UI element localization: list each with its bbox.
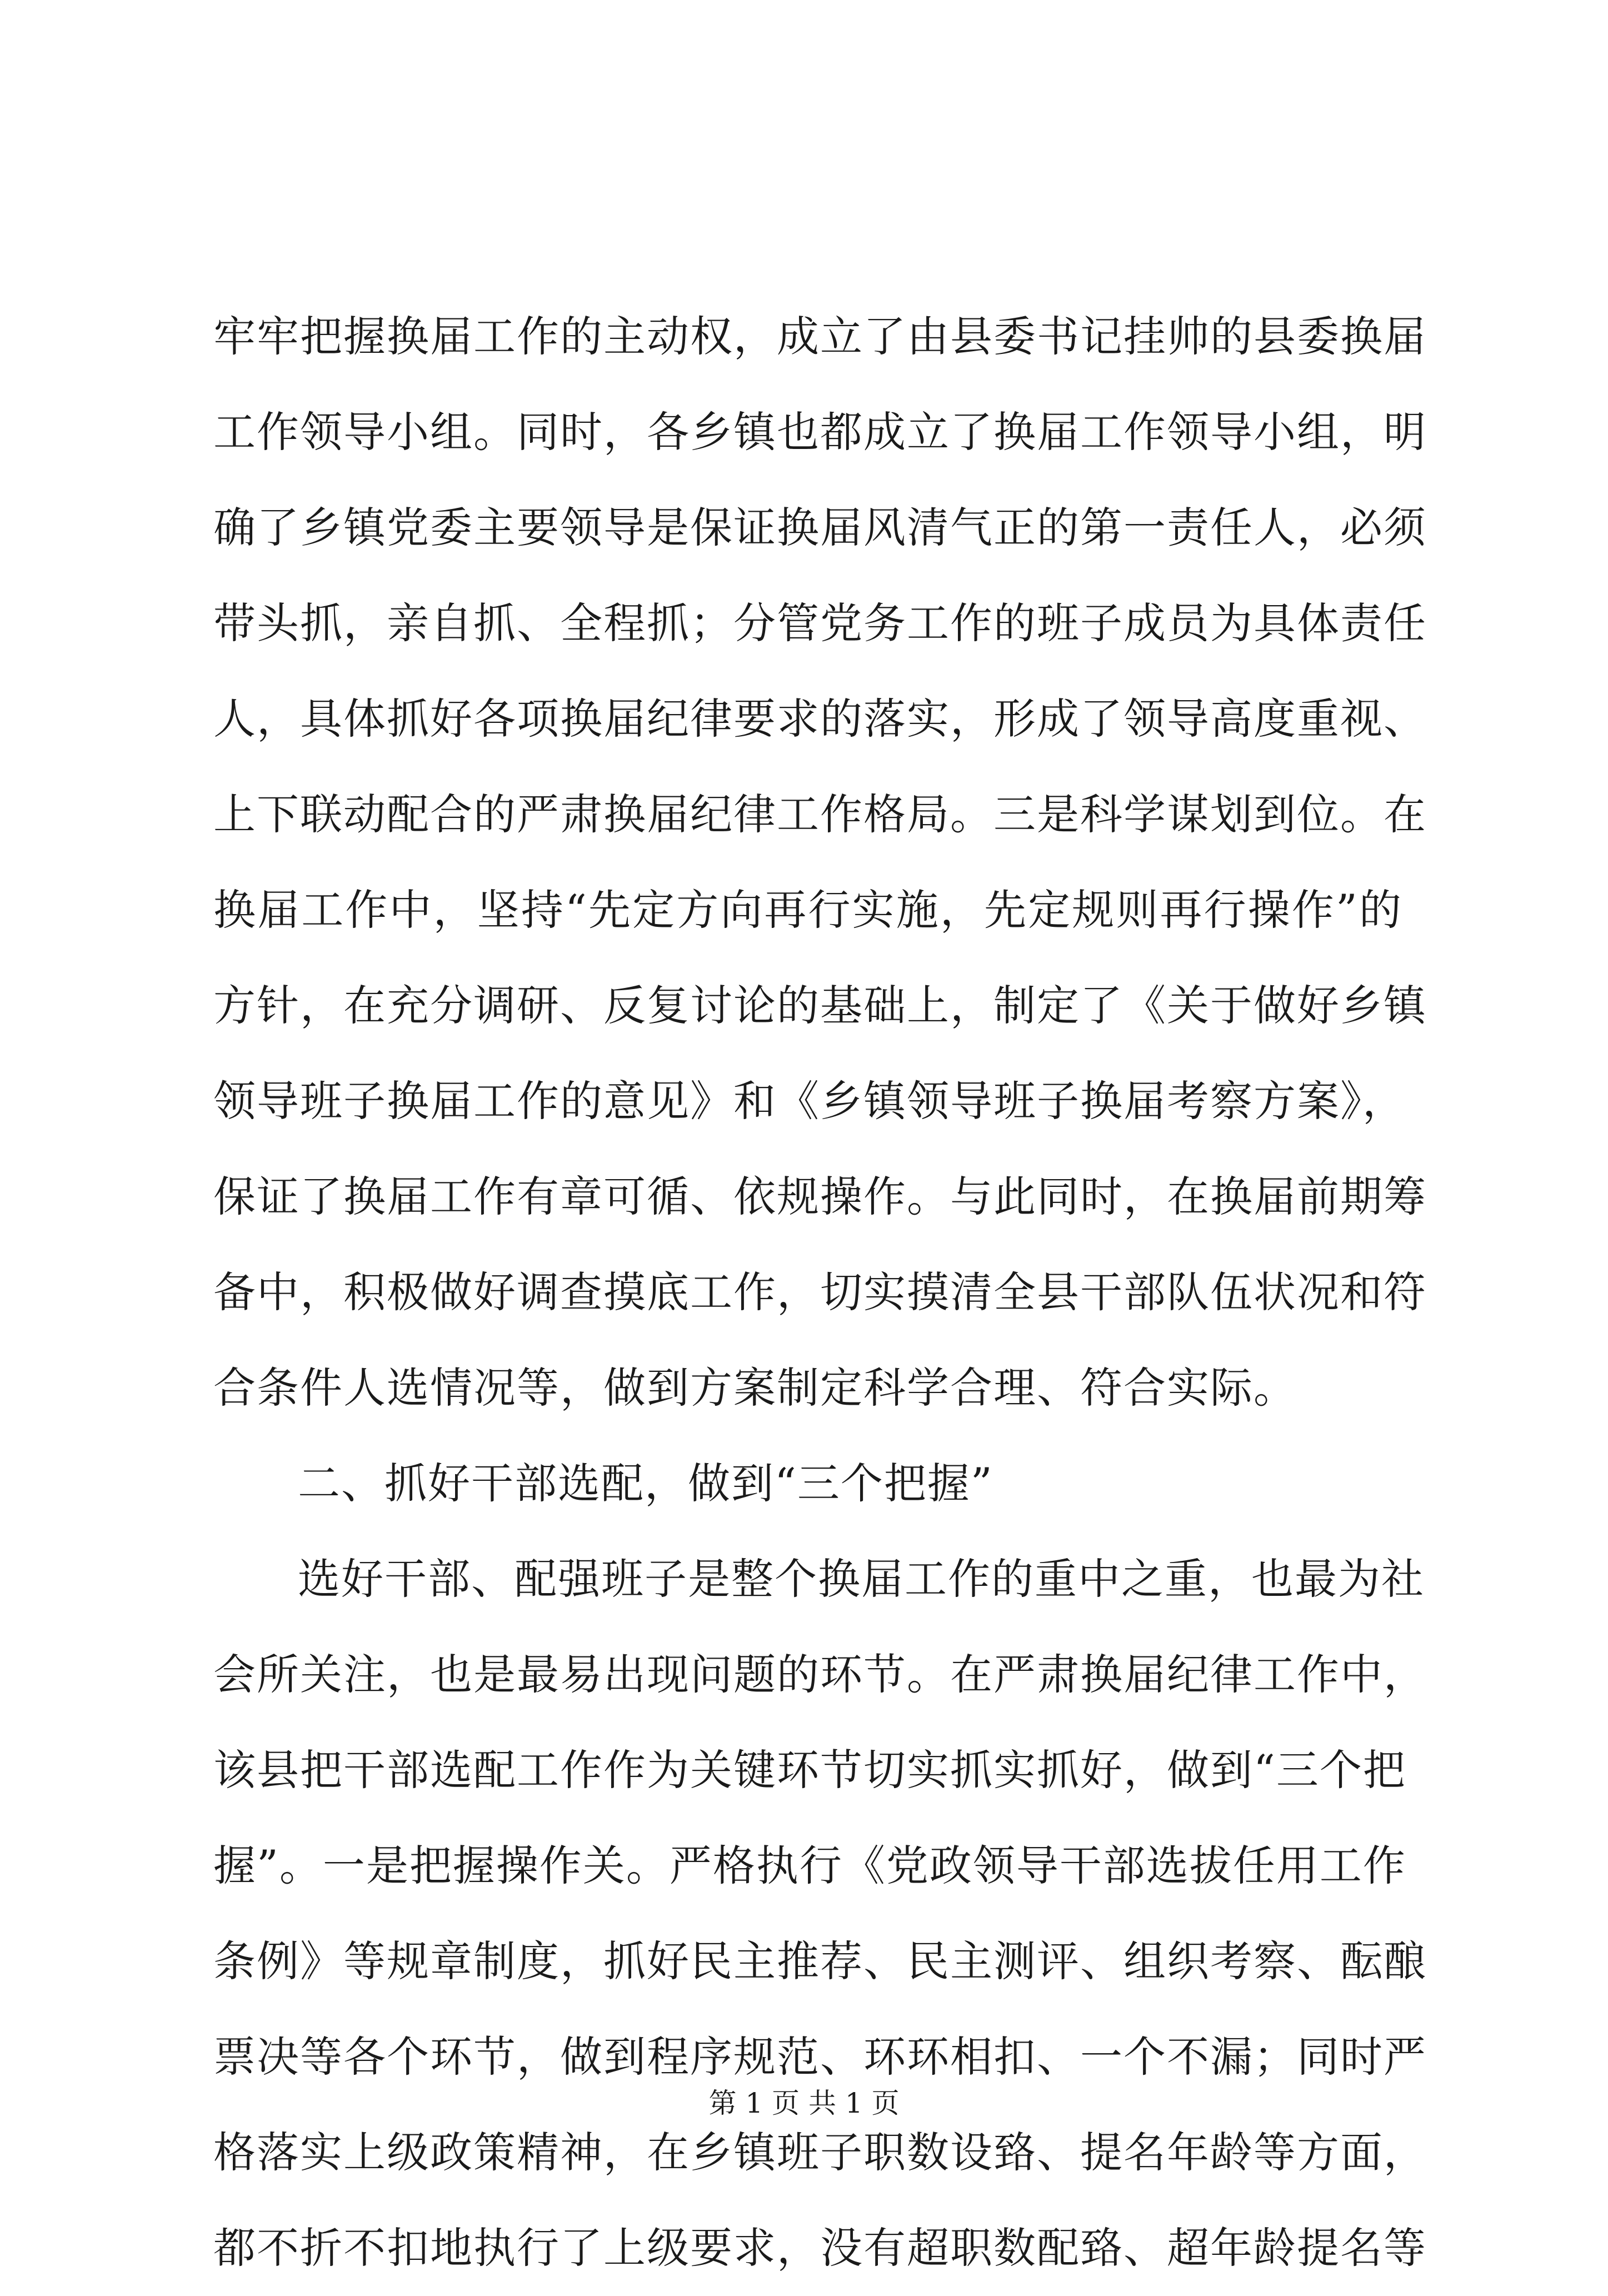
text-line: 带头抓，亲自抓、全程抓；分管党务工作的班子成员为具体责任 (213, 598, 1427, 648)
text-line: 都不折不扣地执行了上级要求，没有超职数配臵、超年龄提名等 (213, 2223, 1427, 2273)
text-line: 会所关注，也是最易出现问题的环节。在严肃换届纪律工作中， (213, 1650, 1427, 1699)
text-line: 换届工作中，坚持“先定方向再行实施，先定规则再行操作”的 (213, 885, 1402, 935)
text-line: 确了乡镇党委主要领导是保证换届风清气正的第一责任人，必须 (213, 503, 1427, 552)
text-line: 工作领导小组。同时，各乡镇也都成立了换届工作领导小组，明 (213, 407, 1427, 457)
text-line: 人，具体抓好各项换届纪律要求的落实，形成了领导高度重视、 (213, 694, 1427, 743)
section-heading: 二、抓好干部选配，做到“三个把握” (298, 1459, 993, 1508)
text-line: 备中，积极做好调查摸底工作，切实摸清全县干部队伍状况和符 (213, 1267, 1427, 1317)
text-line: 格落实上级政策精神，在乡镇班子职数设臵、提名年龄等方面， (213, 2128, 1427, 2177)
text-line: 保证了换届工作有章可循、依规操作。与此同时，在换届前期筹 (213, 1172, 1427, 1221)
text-line: 选好干部、配强班子是整个换届工作的重中之重，也最为社 (298, 1554, 1425, 1604)
page-number-footer: 第 1 页 共 1 页 (708, 2087, 900, 2119)
text-line: 该县把干部选配工作作为关键环节切实抓实抓好，做到“三个把 (213, 1745, 1406, 1795)
text-line: 上下联动配合的严肃换届纪律工作格局。三是科学谋划到位。在 (213, 790, 1427, 839)
text-line: 条例》等规章制度，抓好民主推荐、民主测评、组织考察、酝酿 (213, 1936, 1427, 1986)
text-line: 票决等各个环节，做到程序规范、环环相扣、一个不漏；同时严 (213, 2032, 1427, 2082)
document-body (213, 289, 1427, 2296)
text-line: 领导班子换届工作的意见》和《乡镇领导班子换届考察方案》， (213, 1076, 1406, 1126)
text-line: 牢牢把握换届工作的主动权，成立了由县委书记挂帅的县委换届 (213, 312, 1427, 361)
text-line: 合条件人选情况等，做到方案制定科学合理、符合实际。 (213, 1363, 1297, 1412)
text-line: 握”。一是把握操作关。严格执行《党政领导干部选拔任用工作 (213, 1841, 1406, 1890)
text-line: 方针，在充分调研、反复讨论的基础上，制定了《关于做好乡镇 (213, 981, 1427, 1030)
